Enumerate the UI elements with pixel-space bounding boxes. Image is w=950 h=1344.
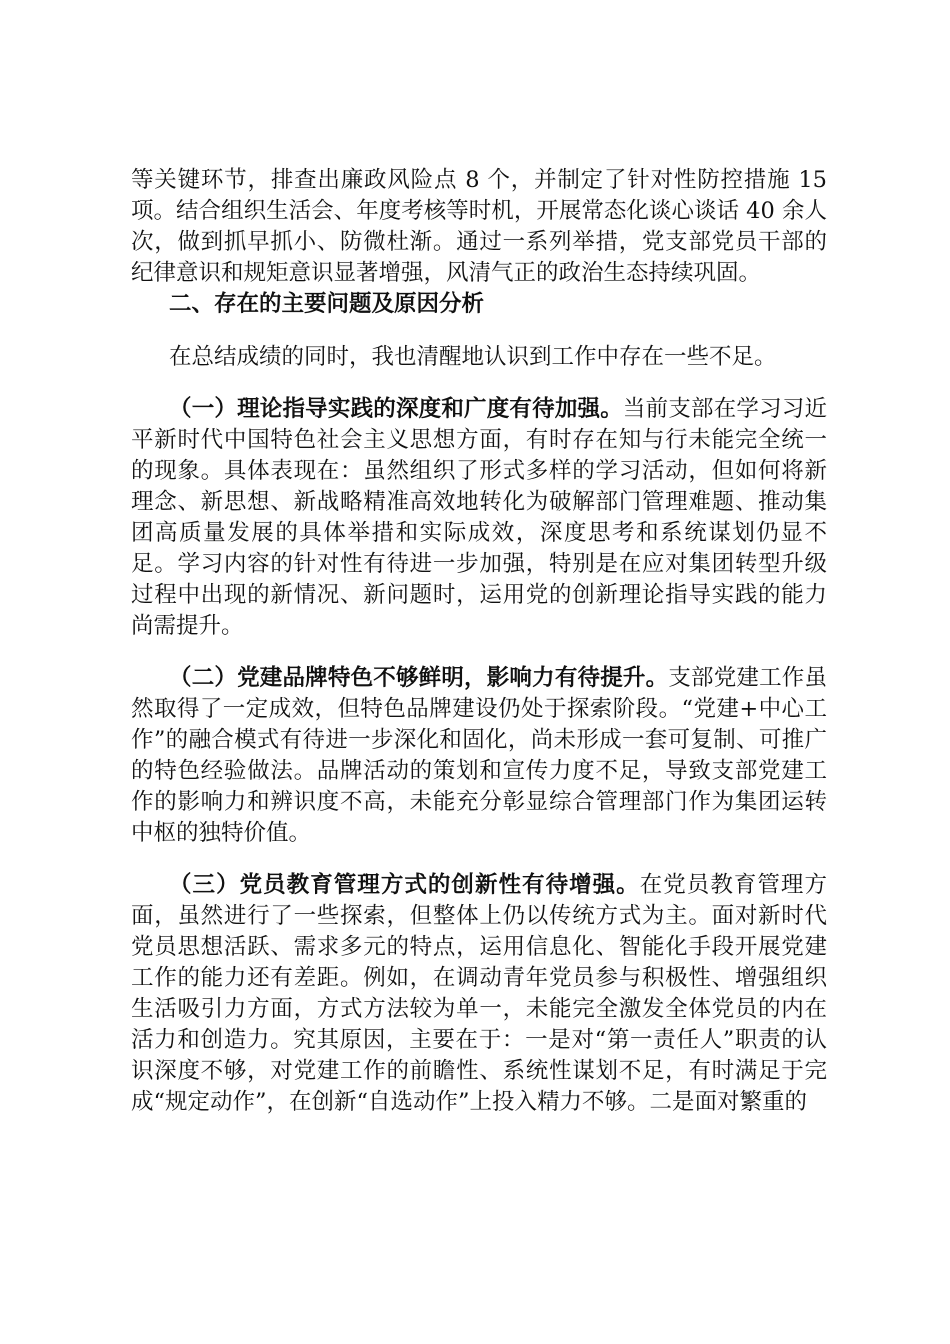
- section-heading: 二、存在的主要问题及原因分析: [169, 291, 485, 317]
- problem-item-3-body: 在党员教育管理方面，虽然进行了一些探索，但整体上仍以传统方式为主。面对新时代党员思想活跃、需求多元的特点，运用信息化、智能化手段开展党建工作的能力还有差距。例如，在调动青年党员参与积极性、增强组织生活吸引力方面，方式方法较为单一，未能完全激发全体党员的内在活力和创造力。究其原因，主要在于：一是对“第一责任人”职责的认识深度不够，对党建工作的前瞻性、系统性谋划不足，有时满足于完成“规定动作”，在创新“自选动作”上投入精力不够。二是面对繁重的: [131, 872, 827, 1115]
- problem-item-1: [131, 394, 827, 642]
- intro-paragraph: 在总结成绩的同时，我也清醒地认识到工作中存在一些不足。: [169, 344, 777, 370]
- continuation-paragraph: 等关键环节，排查出廉政风险点 8 个，并制定了针对性防控措施 15 项。结合组织生活会、年度考核等时机，开展常态化谈心谈话 40 余人次，做到抓早抓小、防微杜渐。通过一系列举措，党支部党员干部的纪律意识和规矩意识显著增强，风清气正的政治生态持续巩固。: [131, 167, 827, 286]
- problem-item-2-lead: （二）党建品牌特色不够鲜明，影响力有待提升。: [169, 665, 669, 691]
- problem-item-3: [131, 870, 827, 1118]
- problem-item-2: [131, 663, 827, 849]
- problem-item-1-lead: （一）理论指导实践的深度和广度有待加强。: [169, 396, 623, 422]
- problem-item-3-lead: （三）党员教育管理方式的创新性有待增强。: [169, 872, 640, 898]
- problem-item-1-body: 当前支部在学习习近平新时代中国特色社会主义思想方面，有时存在知与行未能完全统一的现象。具体表现在：虽然组织了形式多样的学习活动，但如何将新理念、新思想、新战略精准高效地转化为破解部门管理难题、推动集团高质量发展的具体举措和实际成效，深度思考和系统谋划仍显不足。学习内容的针对性有待进一步加强，特别是在应对集团转型升级过程中出现的新情况、新问题时，运用党的创新理论指导实践的能力尚需提升。: [131, 396, 827, 639]
- problem-item-2-body: 支部党建工作虽然取得了一定成效，但特色品牌建设仍处于探索阶段。“党建+中心工作”的融合模式有待进一步深化和固化，尚未形成一套可复制、可推广的特色经验做法。品牌活动的策划和宣传力度不足，导致支部党建工作的影响力和辨识度不高，未能充分彰显综合管理部门作为集团运转中枢的独特价值。: [131, 665, 827, 846]
- document-page: [131, 165, 827, 1118]
